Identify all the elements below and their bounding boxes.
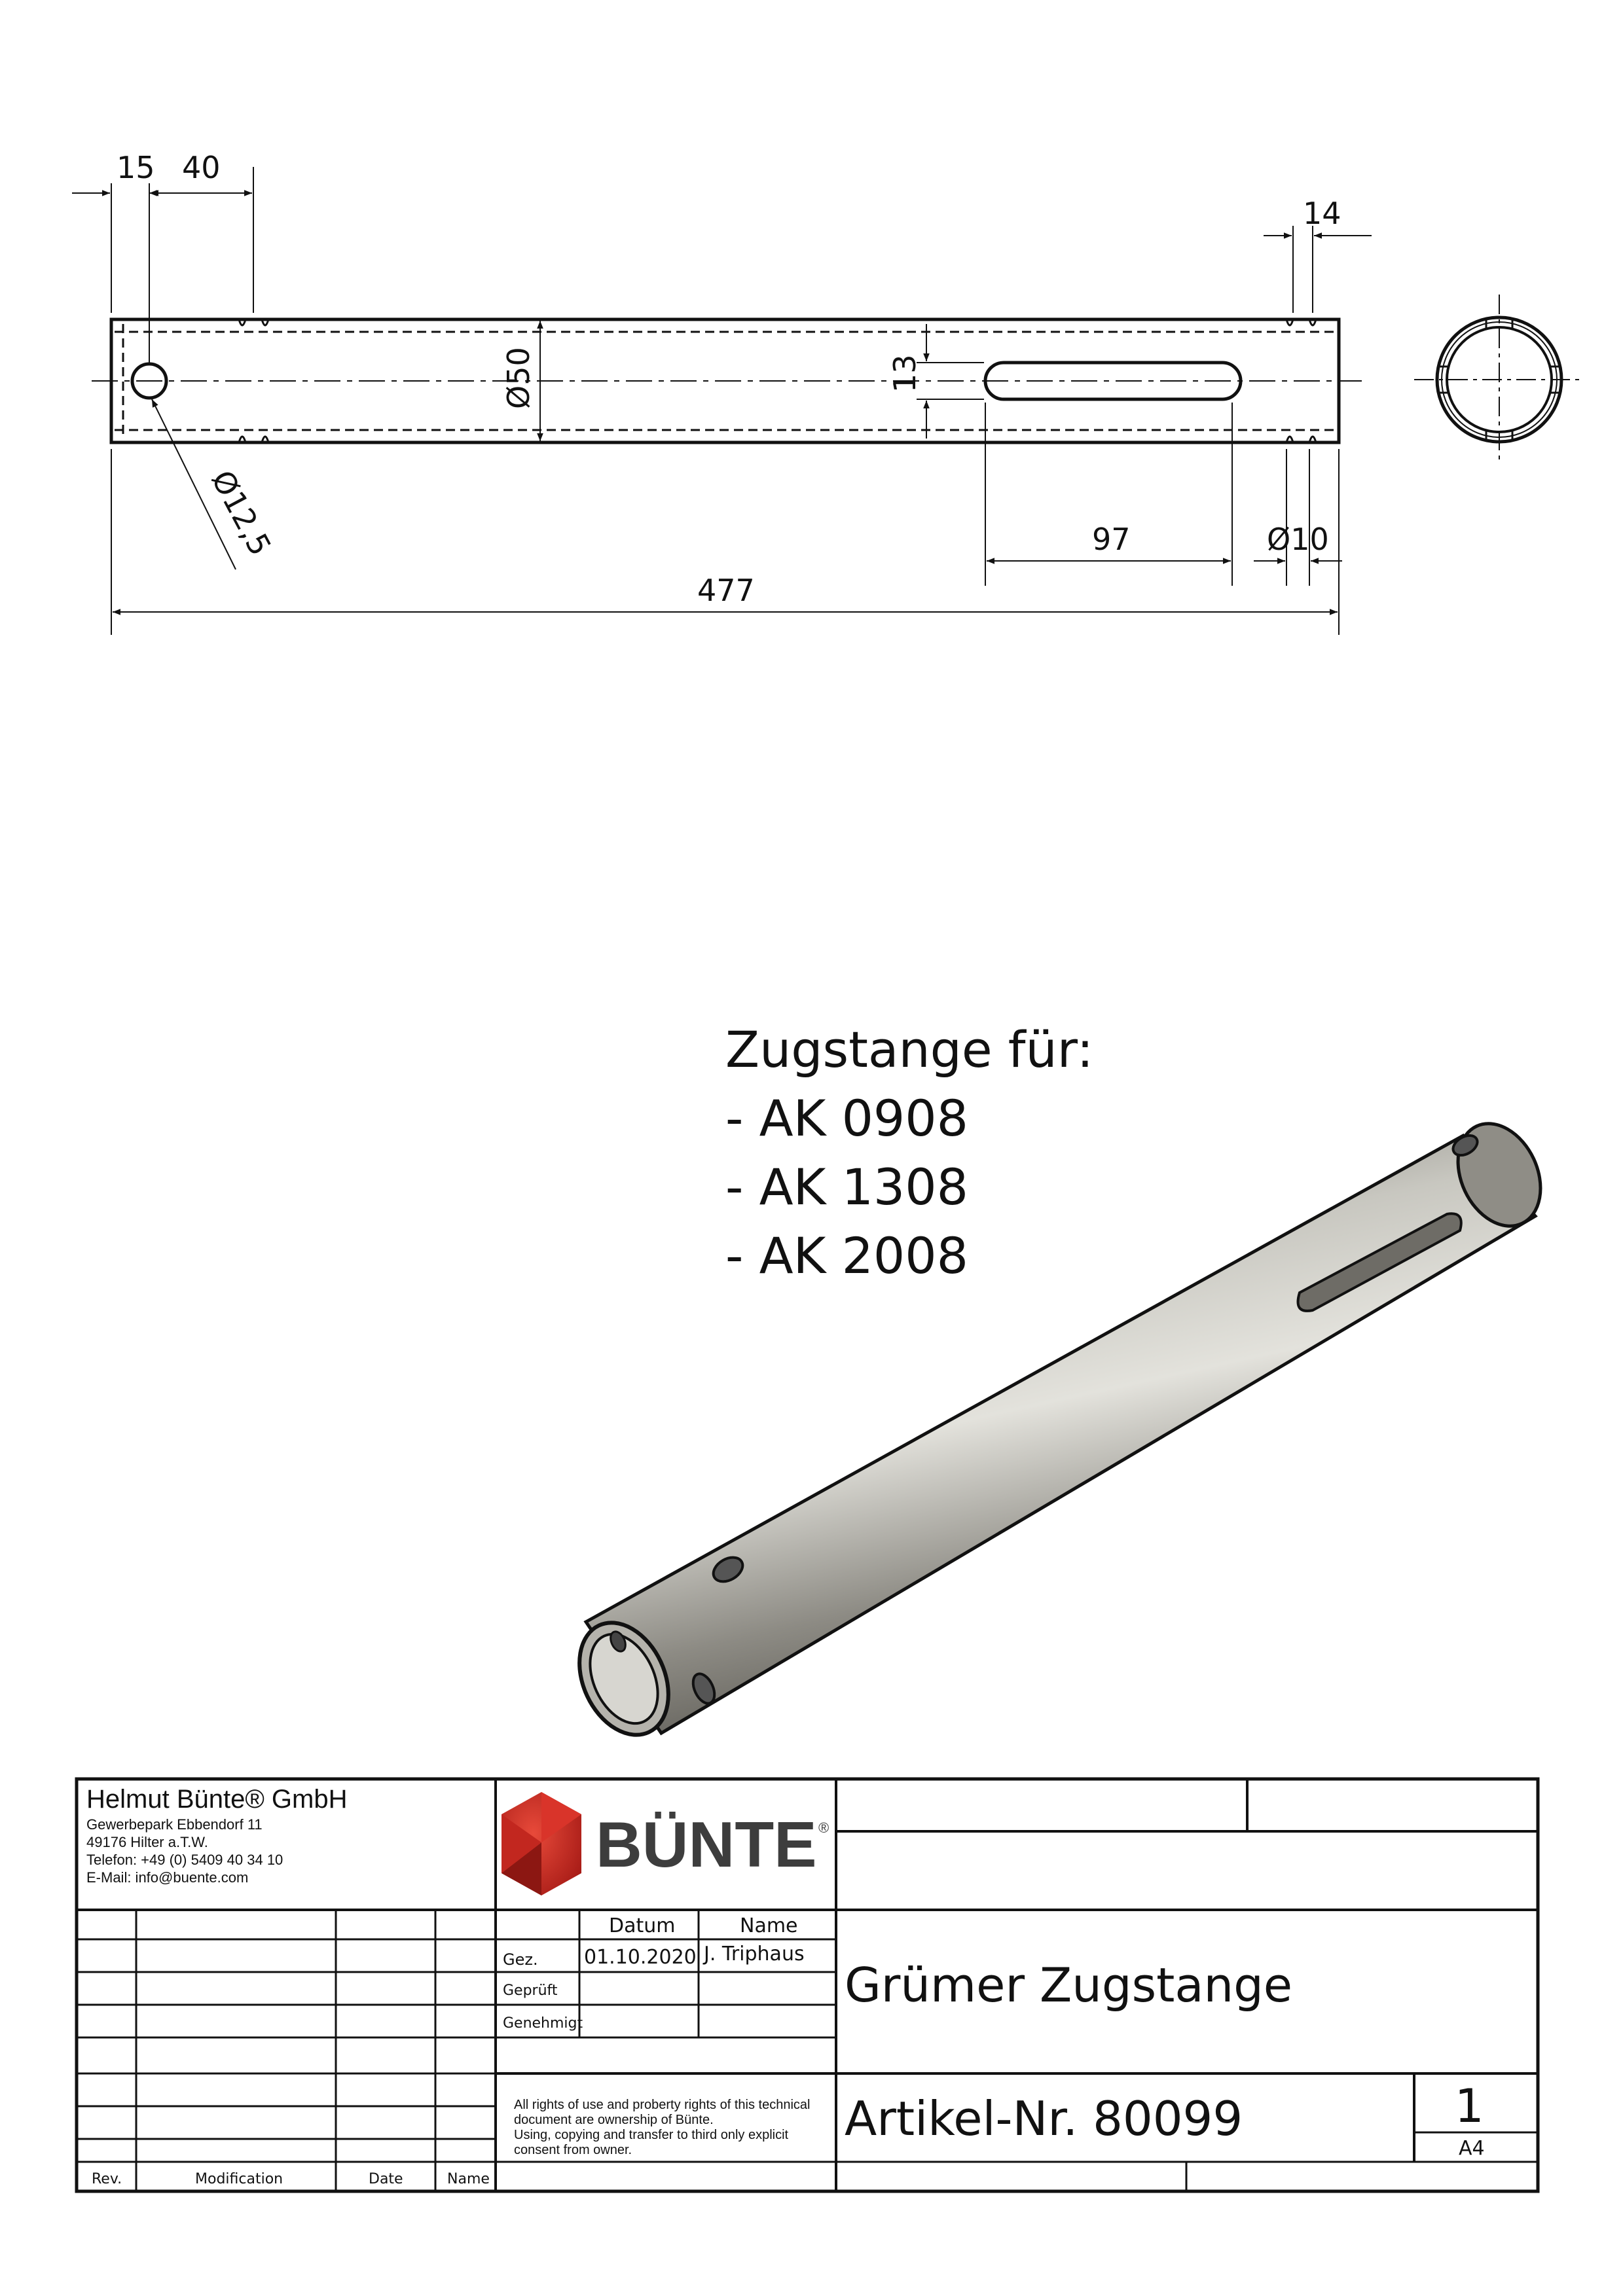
dim-97: 97 — [1092, 522, 1131, 557]
dim-15: 15 — [117, 150, 155, 185]
drawing-title: Grümer Zugstange — [845, 1958, 1293, 2013]
company-address-1: Gewerbepark Ebbendorf 11 — [86, 1816, 263, 1833]
revision-headers — [92, 2171, 490, 2187]
rights-line-4: consent from owner. — [514, 2143, 632, 2157]
notes-model-1: - AK 0908 — [725, 1089, 968, 1147]
rights-line-3: Using, copying and transfer to third only explicit — [514, 2128, 789, 2142]
company-phone: Telefon: +49 (0) 5409 40 34 10 — [86, 1852, 283, 1868]
dimension-labels — [117, 150, 1341, 608]
row-approved-label: Genehmigt — [503, 2015, 583, 2032]
rights-notice — [514, 2098, 810, 2157]
tube-end-view — [1414, 295, 1584, 465]
paper-format: A4 — [1459, 2137, 1485, 2160]
notes-model-3: - AK 2008 — [725, 1227, 968, 1285]
dim-14: 14 — [1303, 196, 1341, 231]
modification-header: Modification — [195, 2171, 283, 2187]
notes-heading: Zugstange für: — [725, 1020, 1094, 1079]
rev-header: Rev. — [92, 2171, 122, 2187]
company-info — [86, 1785, 348, 1886]
tube-3d-render — [562, 1110, 1556, 1749]
dim-diameter-12-5: Ø12,5 — [204, 464, 279, 562]
article-number: Artikel-Nr. 80099 — [845, 2091, 1243, 2146]
notes-model-2: - AK 1308 — [725, 1158, 968, 1216]
company-email: E-Mail: info@buente.com — [86, 1869, 249, 1886]
slot — [985, 363, 1241, 399]
rights-line-2: document are ownership of Bünte. — [514, 2113, 714, 2127]
rights-line-1: All rights of use and proberty rights of this technical — [514, 2098, 811, 2112]
logo-registered-mark: ® — [818, 1820, 830, 1836]
rev-date-header: Date — [369, 2171, 403, 2187]
sheet-number: 1 — [1455, 2079, 1484, 2133]
company-address-2: 49176 Hilter a.T.W. — [86, 1834, 208, 1850]
technical-drawing — [72, 167, 1584, 635]
dim-477: 477 — [697, 573, 755, 608]
row-drawn-date: 01.10.2020 — [584, 1946, 697, 1969]
header-name: Name — [740, 1914, 798, 1937]
dim-diameter-50: Ø50 — [501, 347, 536, 409]
buente-logo — [501, 1792, 829, 1895]
dim-40: 40 — [182, 150, 221, 185]
rev-name-header: Name — [447, 2171, 490, 2187]
dim-diameter-10: Ø10 — [1267, 522, 1329, 557]
logo-wordmark: BÜNTE — [596, 1808, 817, 1880]
row-drawn-name: J. Triphaus — [704, 1943, 805, 1965]
company-name: Helmut Bünte® GmbH — [86, 1785, 348, 1814]
row-drawn-label: Gez. — [503, 1950, 538, 1969]
dim-13: 13 — [887, 354, 922, 393]
row-checked-label: Geprüft — [503, 1982, 558, 1999]
model-notes — [725, 1020, 1093, 1285]
header-date: Datum — [609, 1914, 676, 1937]
